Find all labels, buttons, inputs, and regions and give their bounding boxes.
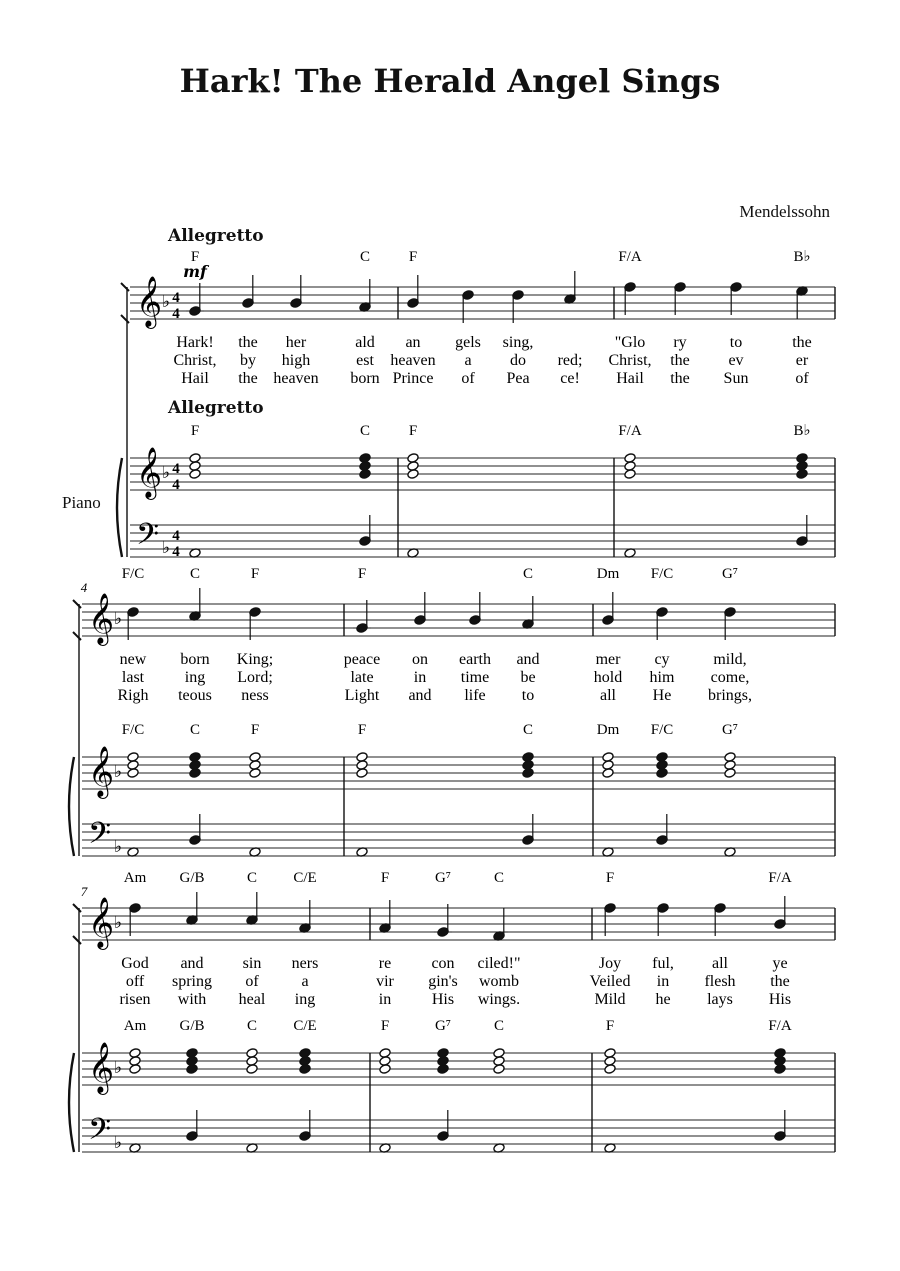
- lyric-syllable: ry: [673, 334, 687, 351]
- lyric-syllable: her: [285, 334, 307, 351]
- chord-symbol-piano: Dm: [596, 722, 620, 738]
- chord-symbol-piano: B♭: [793, 423, 811, 439]
- composer-credit: Mendelssohn: [739, 202, 830, 221]
- piano-chord-note-head: [189, 453, 201, 464]
- treble-clef-icon: 𝄞: [136, 276, 163, 327]
- lyric-syllable: vir: [376, 973, 394, 990]
- key-flat-icon: ♭: [114, 762, 123, 782]
- piano-chord-note-head: [522, 752, 534, 763]
- voice-bracket-icon: [73, 904, 81, 944]
- lyric-syllable: an: [405, 334, 421, 351]
- key-flat-icon: ♭: [114, 1058, 123, 1078]
- lyric-syllable: Prince: [392, 370, 434, 387]
- bass-clef-icon: 𝄢: [136, 518, 160, 559]
- lyric-syllable: the: [670, 370, 690, 387]
- piano-chord-note-head: [356, 752, 368, 763]
- chord-symbol-voice: F: [250, 566, 260, 582]
- key-flat-icon: ♭: [114, 609, 123, 629]
- lyric-syllable: the: [238, 370, 258, 387]
- time-signature-bottom: 4: [172, 544, 180, 560]
- chord-symbol-piano: F/C: [650, 722, 674, 738]
- lyric-syllable: spring: [172, 973, 212, 990]
- lyric-syllable: to: [729, 334, 743, 351]
- chord-symbol-piano: G⁷: [721, 722, 739, 738]
- lyric-syllable: peace: [343, 651, 381, 668]
- treble-clef-icon: 𝄞: [88, 593, 115, 644]
- piano-bass-staff: [130, 525, 835, 557]
- chord-symbol-voice: C: [246, 870, 258, 886]
- lyric-syllable: con: [431, 955, 455, 972]
- chord-symbol-voice: F: [605, 870, 615, 886]
- lyric-syllable: he: [655, 991, 671, 1008]
- bass-clef-icon: 𝄢: [88, 817, 112, 858]
- chord-symbol-piano: G/B: [179, 1018, 205, 1034]
- instrument-label-piano: Piano: [62, 493, 101, 512]
- tempo-marking-piano: Allegretto: [168, 398, 264, 418]
- lyric-syllable: Mild: [594, 991, 626, 1008]
- piano-chord-note-head: [299, 1048, 311, 1059]
- lyric-syllable: mer: [595, 651, 621, 668]
- chord-symbol-voice: B♭: [793, 249, 811, 265]
- lyric-syllable: Sun: [723, 370, 749, 387]
- lyric-syllable: Righ: [117, 687, 149, 704]
- measure-number: 4: [80, 580, 88, 595]
- time-signature-bottom: 4: [172, 306, 180, 322]
- lyric-syllable: Pea: [506, 370, 530, 387]
- lyric-syllable: do: [510, 352, 526, 369]
- chord-symbol-voice: F/C: [121, 566, 145, 582]
- chord-symbol-voice: Dm: [596, 566, 620, 582]
- chord-symbol-piano: C: [246, 1018, 258, 1034]
- lyric-syllable: er: [795, 352, 809, 369]
- lyric-syllable: sing,: [502, 334, 534, 351]
- piano-chord-note-head: [189, 752, 201, 763]
- piano-chord-note-head: [774, 1048, 786, 1059]
- lyric-syllable: sin: [242, 955, 262, 972]
- lyric-syllable: and: [516, 651, 540, 668]
- chord-symbol-voice: F: [408, 249, 418, 265]
- chord-symbol-voice: Am: [123, 870, 147, 886]
- lyric-syllable: of: [461, 370, 475, 387]
- treble-clef-icon: 𝄞: [88, 746, 115, 797]
- lyric-syllable: King;: [236, 651, 274, 668]
- lyric-syllable: the: [770, 973, 790, 990]
- chord-symbol-piano: F/C: [121, 722, 145, 738]
- time-signature-top: 4: [172, 290, 180, 306]
- chord-symbol-voice: F: [380, 870, 390, 886]
- lyric-syllable: lays: [707, 991, 733, 1008]
- lyric-syllable: on: [412, 651, 428, 668]
- chord-symbol-voice: F: [357, 566, 367, 582]
- piano-chord-note-head: [359, 453, 371, 464]
- lyric-syllable: come,: [710, 669, 750, 686]
- bass-clef-icon: 𝄢: [88, 1113, 112, 1154]
- lyric-syllable: His: [431, 991, 455, 1008]
- lyric-syllable: high: [281, 352, 311, 369]
- time-signature-top: 4: [172, 528, 180, 544]
- lyric-syllable: new: [119, 651, 147, 668]
- piano-chord-note-head: [437, 1048, 449, 1059]
- lyric-syllable: Veiled: [589, 973, 631, 990]
- lyric-syllable: the: [792, 334, 812, 351]
- lyric-syllable: the: [238, 334, 258, 351]
- chord-symbol-voice: G⁷: [721, 566, 739, 582]
- time-signature-top: 4: [172, 461, 180, 477]
- voice-staff: [82, 908, 835, 940]
- lyric-syllable: ful,: [652, 955, 674, 972]
- lyric-syllable: heaven: [390, 352, 436, 369]
- chord-symbol-piano: C: [189, 722, 201, 738]
- lyric-syllable: in: [378, 991, 392, 1008]
- voice-staff: [130, 287, 835, 319]
- lyric-syllable: Hail: [616, 370, 644, 387]
- lyric-syllable: gin's: [428, 973, 458, 990]
- key-flat-icon: ♭: [162, 463, 171, 483]
- key-flat-icon: ♭: [114, 1133, 123, 1153]
- lyric-syllable: ce!: [560, 370, 580, 387]
- lyric-syllable: all: [600, 687, 616, 704]
- chord-symbol-voice: F/C: [650, 566, 674, 582]
- lyric-syllable: ev: [728, 352, 744, 369]
- voice-bracket-icon: [73, 600, 81, 640]
- lyric-syllable: wings.: [477, 991, 521, 1008]
- lyric-syllable: born: [180, 651, 210, 668]
- lyric-syllable: born: [350, 370, 380, 387]
- lyric-syllable: late: [350, 669, 374, 686]
- lyric-syllable: mild,: [713, 651, 747, 668]
- chord-symbol-voice: C: [522, 566, 534, 582]
- piano-chord-note-head: [796, 453, 808, 464]
- chord-symbol-piano: Am: [123, 1018, 147, 1034]
- lyric-syllable: him: [649, 669, 675, 686]
- tempo-marking-voice: Allegretto: [168, 226, 264, 246]
- lyric-syllable: womb: [479, 973, 519, 990]
- chord-symbol-voice: F/A: [618, 249, 642, 265]
- chord-symbol-piano: G⁷: [434, 1018, 452, 1034]
- lyric-syllable: Christ,: [173, 352, 217, 369]
- piano-chord-note-head: [493, 1048, 505, 1059]
- chord-symbol-piano: F: [190, 423, 200, 439]
- lyric-syllable: in: [413, 669, 427, 686]
- piano-chord-note-head: [604, 1048, 616, 1059]
- lyric-syllable: Joy: [598, 955, 622, 972]
- chord-symbol-voice: C: [493, 870, 505, 886]
- piano-chord-note-head: [129, 1048, 141, 1059]
- lyric-syllable: cy: [654, 651, 670, 668]
- key-flat-icon: ♭: [162, 538, 171, 558]
- lyric-syllable: in: [656, 973, 670, 990]
- key-flat-icon: ♭: [114, 837, 123, 857]
- lyric-syllable: to: [521, 687, 535, 704]
- lyric-syllable: "Glo: [614, 334, 646, 351]
- lyric-syllable: of: [245, 973, 259, 990]
- piano-chord-note-head: [602, 752, 614, 763]
- lyric-syllable: God: [121, 955, 149, 972]
- piano-chord-note-head: [127, 752, 139, 763]
- chord-symbol-piano: F: [380, 1018, 390, 1034]
- lyric-syllable: gels: [455, 334, 481, 351]
- lyric-syllable: ciled!": [477, 955, 521, 972]
- lyric-syllable: with: [177, 991, 207, 1008]
- piano-chord-note-head: [379, 1048, 391, 1059]
- chord-symbol-voice: G/B: [179, 870, 205, 886]
- lyric-syllable: est: [356, 352, 374, 369]
- lyric-syllable: Hail: [181, 370, 209, 387]
- lyric-syllable: Hark!: [176, 334, 214, 351]
- piano-treble-staff: [130, 458, 835, 490]
- lyric-syllable: red;: [557, 352, 583, 369]
- chord-symbol-piano: C: [493, 1018, 505, 1034]
- lyric-syllable: all: [712, 955, 728, 972]
- treble-clef-icon: 𝄞: [88, 897, 115, 948]
- lyric-syllable: flesh: [704, 973, 736, 990]
- lyric-syllable: time: [460, 669, 490, 686]
- chord-symbol-voice: C: [359, 249, 371, 265]
- piano-chord-note-head: [249, 752, 261, 763]
- lyric-syllable: a: [464, 352, 472, 369]
- lyric-syllable: heal: [238, 991, 266, 1008]
- lyric-syllable: be: [520, 669, 536, 686]
- key-flat-icon: ♭: [162, 292, 171, 312]
- measure-number: 7: [80, 884, 88, 899]
- key-flat-icon: ♭: [114, 913, 123, 933]
- piano-chord-note-head: [186, 1048, 198, 1059]
- chord-symbol-voice: F/A: [768, 870, 792, 886]
- piano-chord-note-head: [724, 752, 736, 763]
- score-title: Hark! The Herald Angel Sings: [179, 62, 721, 100]
- lyric-syllable: ye: [772, 955, 788, 972]
- lyric-syllable: Lord;: [237, 669, 273, 686]
- lyric-syllable: life: [464, 687, 486, 704]
- treble-clef-icon: 𝄞: [88, 1042, 115, 1093]
- lyric-syllable: heaven: [273, 370, 319, 387]
- chord-symbol-voice: F: [190, 249, 200, 265]
- lyric-syllable: He: [652, 687, 672, 704]
- lyric-syllable: ing: [184, 669, 206, 686]
- lyric-syllable: a: [301, 973, 309, 990]
- lyric-syllable: ners: [291, 955, 319, 972]
- chord-symbol-piano: F: [605, 1018, 615, 1034]
- lyric-syllable: and: [180, 955, 204, 972]
- chord-symbol-piano: F: [250, 722, 260, 738]
- chord-symbol-piano: C: [522, 722, 534, 738]
- chord-symbol-piano: F/A: [768, 1018, 792, 1034]
- chord-symbol-piano: F: [357, 722, 367, 738]
- voice-bracket-icon: [121, 283, 129, 323]
- lyric-syllable: by: [240, 352, 256, 369]
- lyric-syllable: brings,: [708, 687, 752, 704]
- lyric-syllable: earth: [459, 651, 491, 668]
- chord-symbol-piano: F: [408, 423, 418, 439]
- lyric-syllable: last: [121, 669, 145, 686]
- chord-symbol-voice: C/E: [293, 870, 317, 886]
- piano-brace-icon: [69, 1053, 74, 1152]
- piano-brace-icon: [69, 757, 74, 856]
- chord-symbol-voice: C: [189, 566, 201, 582]
- lyric-syllable: hold: [593, 669, 623, 686]
- lyric-syllable: ing: [294, 991, 316, 1008]
- dynamic-marking: mf: [183, 262, 207, 281]
- lyric-syllable: ness: [241, 687, 269, 704]
- lyric-syllable: and: [408, 687, 432, 704]
- lyric-syllable: of: [795, 370, 809, 387]
- lyric-syllable: Light: [344, 687, 380, 704]
- lyric-syllable: Christ,: [608, 352, 652, 369]
- lyric-syllable: ald: [355, 334, 375, 351]
- lyric-syllable: His: [768, 991, 792, 1008]
- treble-clef-icon: 𝄞: [136, 447, 163, 498]
- lyric-syllable: risen: [119, 991, 151, 1008]
- piano-chord-note-head: [407, 453, 419, 464]
- time-signature-bottom: 4: [172, 477, 180, 493]
- piano-chord-note-head: [656, 752, 668, 763]
- lyric-syllable: re: [378, 955, 392, 972]
- chord-symbol-piano: C: [359, 423, 371, 439]
- chord-symbol-piano: C/E: [293, 1018, 317, 1034]
- lyric-syllable: the: [670, 352, 690, 369]
- piano-chord-note-head: [246, 1048, 258, 1059]
- chord-symbol-voice: G⁷: [434, 870, 452, 886]
- chord-symbol-piano: F/A: [618, 423, 642, 439]
- lyric-syllable: off: [125, 973, 145, 990]
- piano-chord-note-head: [624, 453, 636, 464]
- piano-brace-icon: [117, 458, 122, 557]
- lyric-syllable: teous: [178, 687, 212, 704]
